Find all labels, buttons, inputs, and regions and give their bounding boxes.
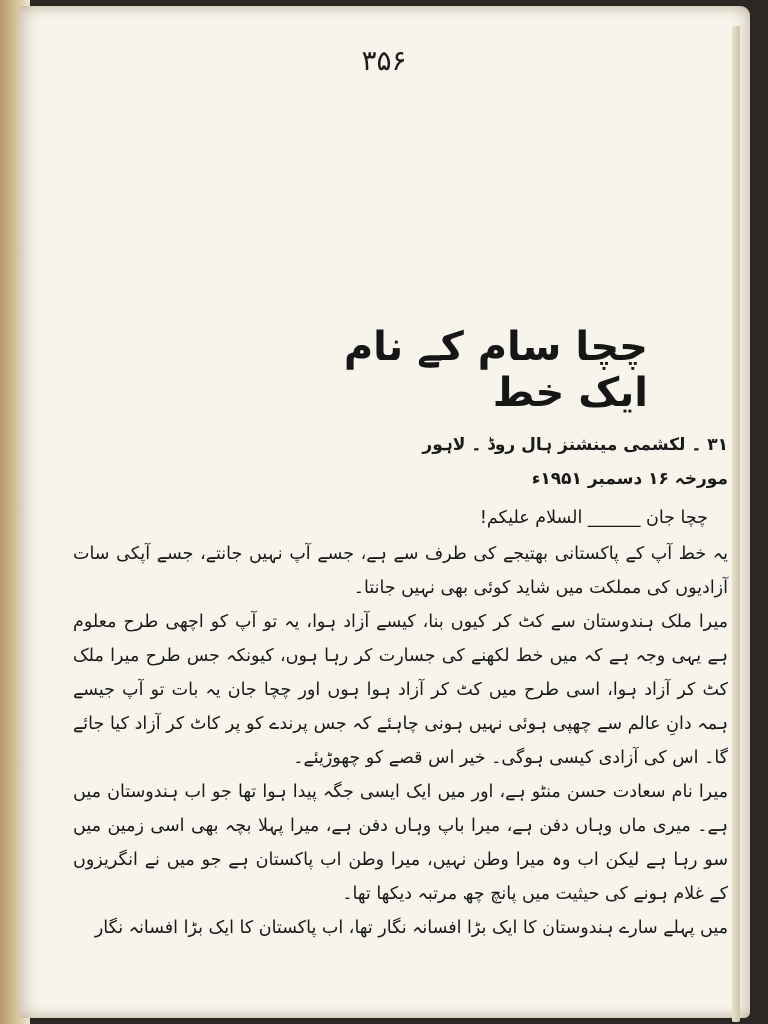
page-stack-edge [732,26,740,1022]
date-line: مورخہ ۱۶ دسمبر ۱۹۵۱ء [531,469,728,489]
address-line: ۳۱ ۔ لکشمی مینشنز ہال روڈ ۔ لاہور [422,435,728,455]
paragraph: میرا ملک ہندوستان سے کٹ کر کیوں بنا، کیسے آزاد ہوا، یہ تو آپ کو اچھی طرح معلوم ہے یہی وجہ ہے کہ میں خط لکھنے کی جسارت کر رہا ہوں، کیونکہ جس طرح میرا ملک کٹ کر آزاد ہوا، اسی طرح میں کٹ کر آزاد ہوا ہوں اور چچا جان یہ بات تو آپ جیسے ہمہ دانِ عالم سے چھپی ہوئی نہیں ہونی چاہئے کہ جس پرندے کو پر کاٹ کر آزاد کیا جائے گا۔ اس کی آزادی کیسی ہوگی۔ خیر اس قصے کو چھوڑیئے۔ [73,612,728,768]
letter-header [78,428,728,496]
paragraph: یہ خط آپ کے پاکستانی بھتیجے کی طرف سے ہے، جسے آپ نہیں جانتے، جسے آپکی سات آزادیوں کی مملکت میں شاید کوئی بھی نہیں جانتا۔ [73,544,728,598]
page-number: ۳۵۶ [361,44,407,77]
letter-body [73,501,728,945]
book-page [18,6,750,1018]
page-title: چچا سام کے نام ایک خط [343,324,648,416]
salutation: چچا جان ______ السلام علیکم! [479,508,708,528]
paragraph: میرا نام سعادت حسن منٹو ہے، اور میں ایک ایسی جگہ پیدا ہوا تھا جو اب ہندوستان میں ہے۔ میری ماں وہاں دفن ہے، میرا باپ وہاں دفن ہے، میرا پہلا بچہ بھی اسی زمین میں سو رہا ہے لیکن اب وہ میرا وطن نہیں، میرا وطن اب پاکستان ہے جو میں نے انگریزوں کے غلام ہونے کی حیثیت میں پانچ چھ مرتبہ دیکھا تھا۔ [73,782,728,904]
paragraph: میں پہلے سارے ہندوستان کا ایک بڑا افسانہ نگار تھا، اب پاکستان کا ایک بڑا افسانہ نگار [94,918,728,938]
